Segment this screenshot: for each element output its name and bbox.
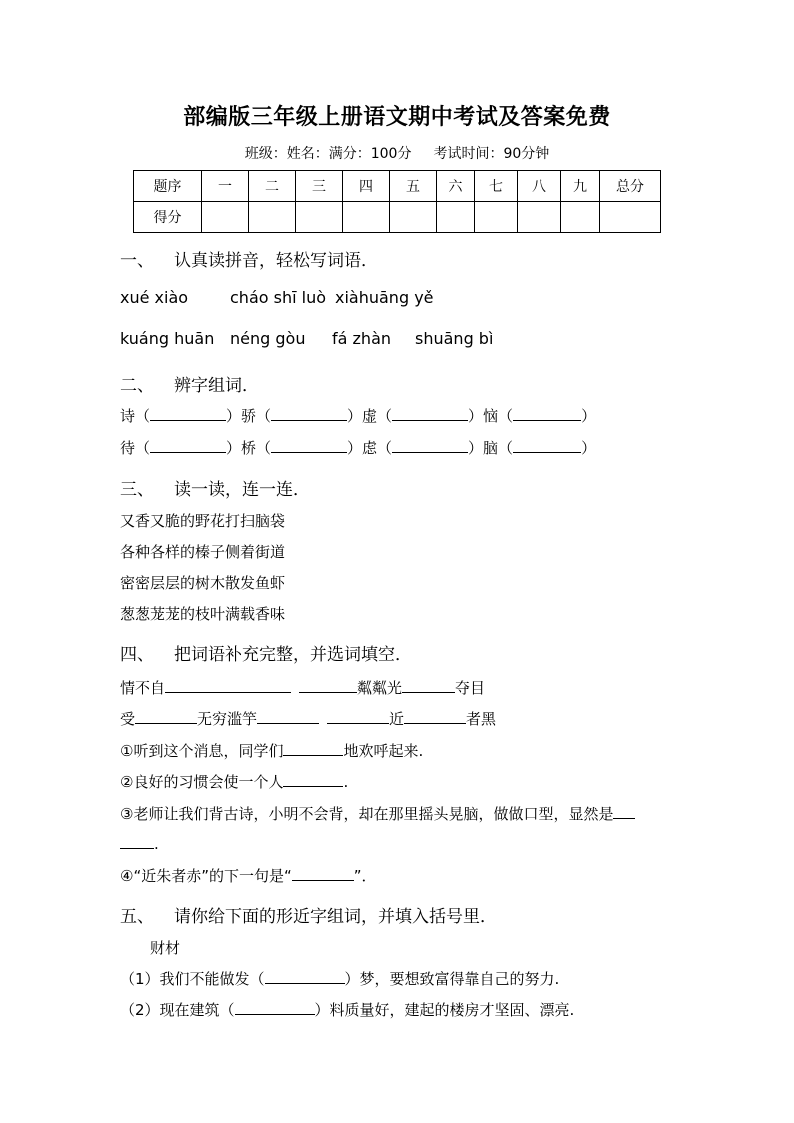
section-number: 一、 <box>120 251 154 271</box>
score-header-cell: 九 <box>561 171 600 202</box>
fill-question-3-continued <box>120 834 159 853</box>
answer-blank[interactable] <box>327 709 389 724</box>
char-prompt: 待（ <box>120 439 151 457</box>
word-group-row-2 <box>120 437 596 458</box>
score-cell <box>600 202 661 233</box>
question-text: ②良好的习惯会使一个人 <box>120 773 284 791</box>
pinyin-word: fá zhàn <box>332 329 392 348</box>
answer-blank[interactable] <box>150 406 226 421</box>
pinyin-word: néng gòu <box>230 329 306 348</box>
char-prompt: 诗（ <box>120 407 151 425</box>
section-4-heading <box>120 640 412 665</box>
score-cell <box>561 202 600 233</box>
score-header-cell: 七 <box>475 171 518 202</box>
word-group-row-1 <box>120 405 596 426</box>
score-cell <box>343 202 390 233</box>
pinyin-line-2 <box>120 329 493 348</box>
score-header-cell: 一 <box>202 171 249 202</box>
subtitle-exam-time: 考试时间：90分钟 <box>433 146 550 162</box>
score-header-cell: 八 <box>518 171 561 202</box>
answer-blank[interactable] <box>120 834 154 849</box>
answer-blank[interactable] <box>613 804 635 819</box>
answer-blank[interactable] <box>404 709 466 724</box>
score-cell <box>202 202 249 233</box>
char-prompt: ）桥（ <box>226 439 272 457</box>
section-title: 请你给下面的形近字组词，并填入括号里． <box>174 907 497 927</box>
question-text: ③老师让我们背古诗，小明不会背，却在那里摇头晃脑，做做口型，显然是 <box>120 805 614 823</box>
subtitle-class-info: 班级：姓名：满分：100分 <box>244 146 412 162</box>
pinyin-word: cháo shī luò <box>230 288 326 307</box>
idiom-text: 者黑 <box>466 710 497 728</box>
idiom-text: 无穷滥竽 <box>197 710 258 728</box>
question-text: ）梦，要想致富得靠自己的努力. <box>344 970 560 988</box>
fill-question-5-1 <box>120 968 559 989</box>
score-table <box>133 170 661 233</box>
answer-blank[interactable] <box>513 438 581 453</box>
score-cell <box>518 202 561 233</box>
question-text: ）料质量好，建起的楼房才坚固、漂亮. <box>314 1001 575 1019</box>
score-cell <box>296 202 343 233</box>
idiom-text: 粼粼光 <box>357 679 403 697</box>
section-title: 把词语补充完整，并选词填空． <box>174 645 412 665</box>
answer-blank[interactable] <box>292 866 354 881</box>
score-cell <box>437 202 475 233</box>
pinyin-word: xué xiào <box>120 288 189 307</box>
section-number: 五、 <box>120 907 154 927</box>
section-title: 认真读拼音，轻松写词语． <box>174 251 378 271</box>
answer-blank[interactable] <box>283 772 343 787</box>
score-cell <box>390 202 437 233</box>
score-cell <box>249 202 296 233</box>
section-1-heading <box>120 246 378 271</box>
question-text: （1）我们不能做发（ <box>120 970 265 988</box>
section-2-heading <box>120 371 259 396</box>
char-prompt: ）脑（ <box>468 439 514 457</box>
idiom-text: 受 <box>120 710 136 728</box>
match-line: 葱葱茏茏的枝叶满载香味 <box>120 605 286 623</box>
score-header-cell: 总分 <box>600 171 661 202</box>
page-title: 部编版三年级上册语文期中考试及答案免费 <box>183 104 611 130</box>
answer-blank[interactable] <box>392 438 468 453</box>
pinyin-word: xiàhuāng yě <box>335 288 434 307</box>
idiom-text: 近 <box>389 710 405 728</box>
section-title: 辨字组词． <box>174 376 259 396</box>
fill-question-1 <box>120 740 423 761</box>
score-header-cell: 三 <box>296 171 343 202</box>
idiom-line-1 <box>120 677 485 698</box>
score-cell <box>475 202 518 233</box>
idiom-text: 情不自 <box>120 679 166 697</box>
pinyin-line-1 <box>120 288 434 307</box>
section-number: 四、 <box>120 645 154 665</box>
answer-blank[interactable] <box>235 1000 315 1015</box>
section-number: 二、 <box>120 376 154 396</box>
section-5-heading <box>120 902 497 927</box>
score-header-cell: 六 <box>437 171 475 202</box>
fill-question-5-2 <box>120 999 574 1020</box>
subtitle <box>0 143 794 163</box>
pinyin-word: kuáng huān <box>120 329 215 348</box>
fill-question-3 <box>120 803 635 824</box>
question-text: （2）现在建筑（ <box>120 1001 235 1019</box>
answer-blank[interactable] <box>299 678 357 693</box>
score-table-header-row <box>134 171 661 202</box>
char-prompt: ）恼（ <box>468 407 514 425</box>
char-prompt: ）虑（ <box>347 439 393 457</box>
answer-blank[interactable] <box>271 406 347 421</box>
section-3-heading <box>120 475 310 500</box>
question-text: . <box>154 835 159 853</box>
section-title: 读一读，连一连． <box>174 480 310 500</box>
match-line: 密密层层的树木散发鱼虾 <box>120 574 286 592</box>
score-header-cell: 题序 <box>134 171 202 202</box>
answer-blank[interactable] <box>392 406 468 421</box>
score-header-cell: 五 <box>390 171 437 202</box>
pinyin-word: shuāng bì <box>415 329 494 348</box>
question-text: 地欢呼起来. <box>343 742 424 760</box>
fill-question-2 <box>120 771 348 792</box>
section-number: 三、 <box>120 480 154 500</box>
answer-blank[interactable] <box>265 969 345 984</box>
score-header-cell: 二 <box>249 171 296 202</box>
answer-blank[interactable] <box>135 709 197 724</box>
answer-blank[interactable] <box>402 678 455 693</box>
answer-blank[interactable] <box>165 678 291 693</box>
char-prompt: ） <box>581 439 597 457</box>
idiom-text: 夺目 <box>455 679 486 697</box>
score-header-cell: 四 <box>343 171 390 202</box>
match-line: 又香又脆的野花打扫脑袋 <box>120 512 286 530</box>
char-prompt: ） <box>581 407 597 425</box>
answer-blank[interactable] <box>271 438 347 453</box>
answer-blank[interactable] <box>257 709 319 724</box>
answer-blank[interactable] <box>150 438 226 453</box>
char-prompt: ）虚（ <box>347 407 393 425</box>
fill-question-4 <box>120 865 377 886</box>
score-row-label: 得分 <box>134 202 202 233</box>
answer-blank[interactable] <box>513 406 581 421</box>
answer-blank[interactable] <box>283 741 343 756</box>
question-text: ④“近朱者赤”的下一句是“ <box>120 867 292 885</box>
char-prompt: ）骄（ <box>226 407 272 425</box>
idiom-line-2 <box>120 708 496 729</box>
question-text: . <box>343 773 349 791</box>
question-text: ①听到这个消息，同学们 <box>120 742 284 760</box>
question-text: ”． <box>353 867 377 885</box>
score-table-score-row <box>134 202 661 233</box>
match-line: 各种各样的榛子侧着街道 <box>120 543 286 561</box>
similar-chars: 财材 <box>150 939 181 957</box>
